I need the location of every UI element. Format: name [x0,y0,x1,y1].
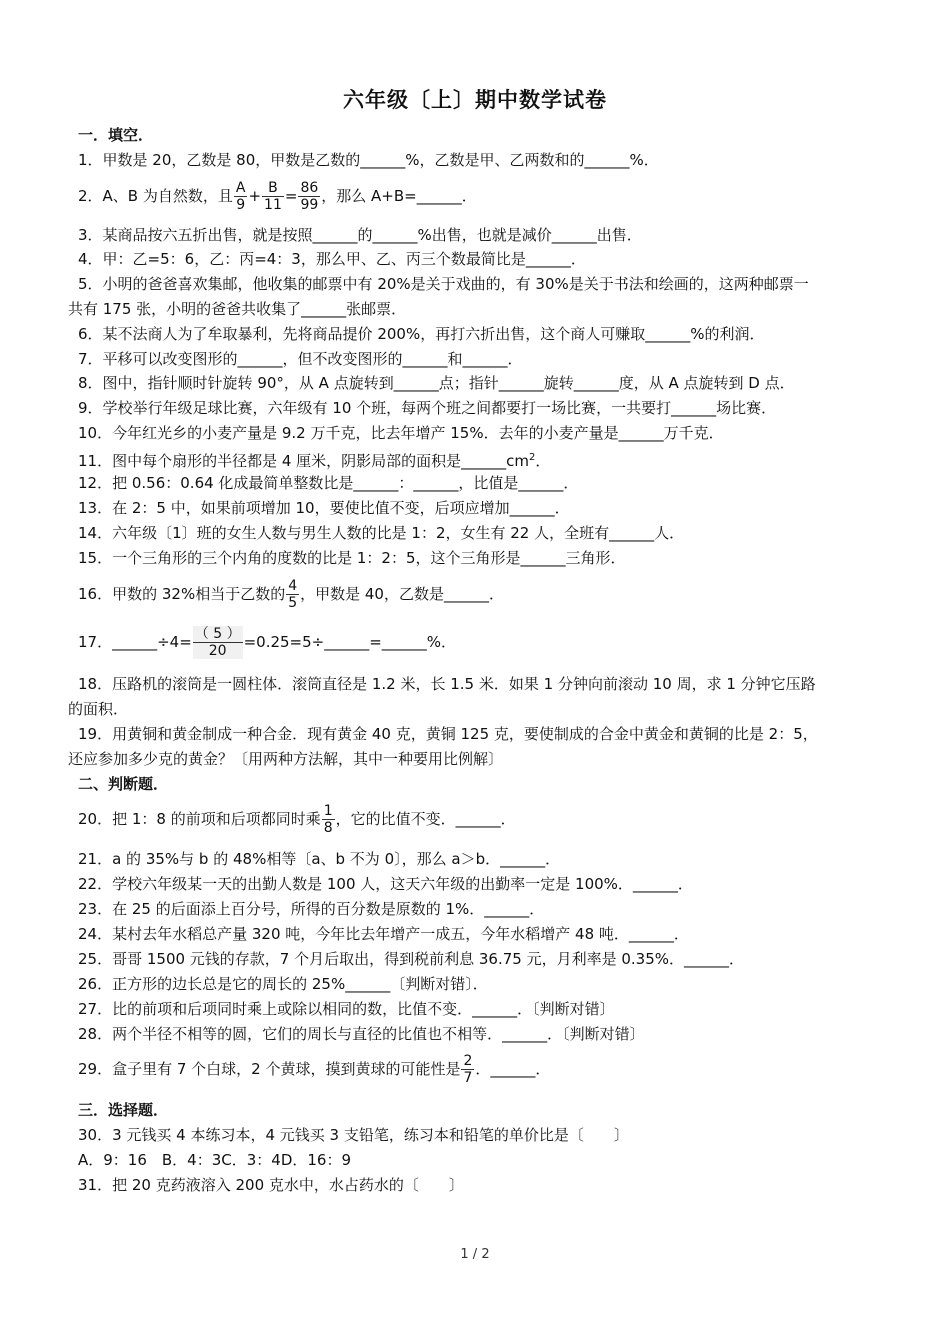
fraction-86-over-99: $\frac{86}{99}$ [300,180,319,213]
question-19-line-1: 19．用黄铜和黄金制成一种合金．现有黄金 40 克，黄铜 125 克，要使制成的合金中黄金和黄铜的比是 2：5， [78,725,818,743]
question-5-line-2: 共有 175 张，小明的爸爸共收集了______张邮票． [68,300,407,318]
question-30-options: A．9：16 B．4：3C．3：4D．16：9 [78,1151,352,1169]
fraction-5-over-20: $\frac{( 5 )}{20}$ [194,626,241,659]
section-choice-heading: 三．选择题． [78,1101,169,1119]
question-8: 8．图中，指针顺时针旋转 90°，从 A 点旋转到______点；指针______旋转______度，从 A 点旋转到 D 点． [78,374,795,392]
question-24: 24．某村去年水稻总产量 320 吨，今年比去年增产一成五，今年水稻增产 48 吨．______． [78,925,689,943]
question-18-line-1: 18．压路机的滚筒是一圆柱体．滚筒直径是 1.2 米，长 1.5 米．如果 1 分钟向前滚动 10 周，求 1 分钟它压路 [78,675,816,693]
question-29: 29．盒子里有 7 个白球，2 个黄球，摸到黄球的可能性是 $\frac{2}{7}$ ．______． [78,1053,551,1086]
fraction-1-over-8: $\frac{1}{8}$ [323,803,333,836]
question-16: 16．甲数的 32%相当于乙数的 $\frac{4}{5}$ ，甲数是 40，乙数是______． [78,578,504,611]
fraction-4-over-5: $\frac{4}{5}$ [288,578,298,611]
question-21: 21．a 的 35%与 b 的 48%相等〔a、b 不为 0〕，那么 a＞b．______． [78,850,561,868]
question-5-line-1: 5．小明的爸爸喜欢集邮，他收集的邮票中有 20%是关于戏曲的，有 30%是关于书法和绘画的，这两种邮票一 [78,275,809,293]
question-1: 1．甲数是 20，乙数是 80，甲数是乙数的______%，乙数是甲、乙两数和的______%． [78,151,659,169]
question-31: 31．把 20 克药液溶入 200 克水中，水占药水的〔 〕 [78,1176,464,1194]
question-20: 20．把 1：8 的前项和后项都同时乘 $\frac{1}{8}$ ，它的比值不变．______． [78,803,516,836]
question-9: 9．学校举行年级足球比赛，六年级有 10 个班，每两个班之间都要打一场比赛，一共要打______场比赛． [78,399,777,417]
question-15: 15．一个三角形的三个内角的度数的比是 1：2：5，这个三角形是______三角形． [78,549,626,567]
question-19-line-2: 还应参加多少克的黄金？〔用两种方法解，其中一种要用比例解〕 [68,750,504,768]
fraction-a-over-9: $\frac{A}{9}$ [235,180,246,213]
question-25: 25．哥哥 1500 元钱的存款，7 个月后取出，得到税前利息 36.75 元，月利率是 0.35%．______． [78,950,745,968]
question-2-text-b: ，那么 A+B=______． [321,187,477,205]
question-7: 7．平移可以改变图形的______，但不改变图形的______和______． [78,350,523,368]
question-22: 22．学校六年级某一天的出勤人数是 100 人，这天六年级的出勤率一定是 100%．______． [78,875,693,893]
section-judge-heading: 二、判断题． [78,775,169,793]
page-title: 六年级〔上〕期中数学试卷 [343,88,607,112]
fraction-b-over-11: $\frac{B}{11}$ [264,180,282,213]
question-14: 14．六年级〔1〕班的女生人数与男生人数的比是 1：2，女生有 22 人，全班有______人． [78,524,685,542]
question-12: 12．把 0.56：0.64 化成最简单整数比是______：______，比值是______． [78,474,579,492]
fraction-2-over-7: $\frac{2}{7}$ [463,1053,473,1086]
question-23: 23．在 25 的后面添上百分号，所得的百分数是原数的 1%．______． [78,900,545,918]
question-28: 28．两个半径不相等的圆，它们的周长与直径的比值也不相等．______．〔判断对错〕 [78,1025,645,1043]
question-3: 3．某商品按六五折出售，就是按照______的______%出售，也就是减价______出售． [78,226,642,244]
question-13: 13．在 2：5 中，如果前项增加 10，要使比值不变，后项应增加______． [78,499,570,517]
question-26: 26．正方形的边长总是它的周长的 25%______〔判断对错〕． [78,975,488,993]
question-27: 27．比的前项和后项同时乘上或除以相同的数，比值不变．______．〔判断对错〕 [78,1000,615,1018]
question-10: 10．今年红光乡的小麦产量是 9.2 万千克，比去年增产 15%．去年的小麦产量是______万千克． [78,424,724,442]
question-4: 4．甲：乙=5：6，乙：丙=4：3，那么甲、乙、丙三个数最简比是______． [78,250,586,268]
question-2-text-a: 2．A、B 为自然数，且 [78,187,233,205]
page-number: 1 / 2 [460,1247,490,1262]
superscript-2: 2 [529,452,536,463]
question-30: 30．3 元钱买 4 本练习本，4 元钱买 3 支铅笔，练习本和铅笔的单价比是〔 〕 [78,1126,629,1144]
question-18-line-2: 的面积． [68,700,129,718]
question-6: 6．某不法商人为了牟取暴利，先将商品提价 200%，再打六折出售，这个商人可赚取______%的利润． [78,325,765,343]
section-fill-heading: 一．填空． [78,126,154,144]
question-11: 11．图中每个扇形的半径都是 4 厘米，阴影局部的面积是$\_\_\_\_\_\_cm^2$． [78,452,551,470]
question-2: 2．A、B 为自然数，且 $\frac{A}{9}$ + $\frac{B}{11}$ = $\frac{86}{99}$ ，那么 A+B=______． [78,180,477,213]
question-17: 17．______÷4= $\frac{( 5 )}{20}$ =0.25=5÷______=______%． [78,626,457,659]
